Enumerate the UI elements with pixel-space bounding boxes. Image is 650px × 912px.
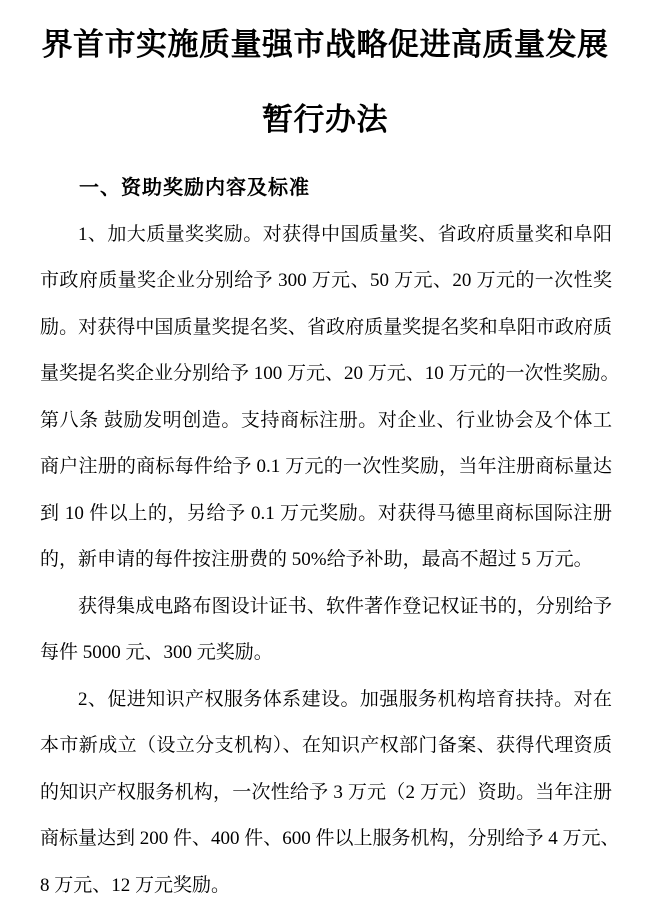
text-line: 8 万元、12 万元奖励。 [40,874,231,896]
section-heading: 一、资助奖励内容及标准 [79,177,310,199]
doc-title-line-2: 暂行办法 [262,102,388,137]
text-line: 2、促进知识产权服务体系建设。加强服务机构培育扶持。对在 [78,688,612,710]
text-line: 的，新申请的每件按注册费的 50%给予补助，最高不超过 5 万元。 [40,549,593,570]
document-title [0,0,650,157]
document-body [40,165,620,909]
text-line: 量奖提名奖企业分别给予 100 万元、20 万元、10 万元的一次性奖励。 [40,363,620,384]
text-line: 1、加大质量奖奖励。对获得中国质量奖、省政府质量奖和阜阳 [78,223,612,245]
doc-title-line-1: 界首市实施质量强市战略促进高质量发展 [41,27,609,62]
paragraph-2 [40,584,612,677]
text-line: 获得集成电路布图设计证书、软件著作登记权证书的，分别给予 [78,595,612,617]
text-line: 励。对获得中国质量奖提名奖、省政府质量奖提名奖和阜阳市政府质 [40,316,612,338]
text-line: 到 10 件以上的，另给予 0.1 万元奖励。对获得马德里商标国际注册 [40,502,612,524]
text-line: 本市新成立（设立分支机构）、在知识产权部门备案、获得代理资质 [40,735,612,756]
text-line: 市政府质量奖企业分别给予 300 万元、50 万元、20 万元的一次性奖 [40,270,612,291]
text-line: 的知识产权服务机构，一次性给予 3 万元（2 万元）资助。当年注册 [40,781,612,803]
paragraph-3 [40,677,620,910]
text-line: 每件 5000 元、300 元奖励。 [40,642,273,663]
paragraph-1 [40,212,620,584]
text-line: 第八条 鼓励发明创造。支持商标注册。对企业、行业协会及个体工 [40,409,612,431]
text-line: 商标量达到 200 件、400 件、600 件以上服务机构，分别给予 4 万元、 [40,828,620,849]
text-line: 商户注册的商标每件给予 0.1 万元的一次性奖励，当年注册商标量达 [40,456,612,477]
